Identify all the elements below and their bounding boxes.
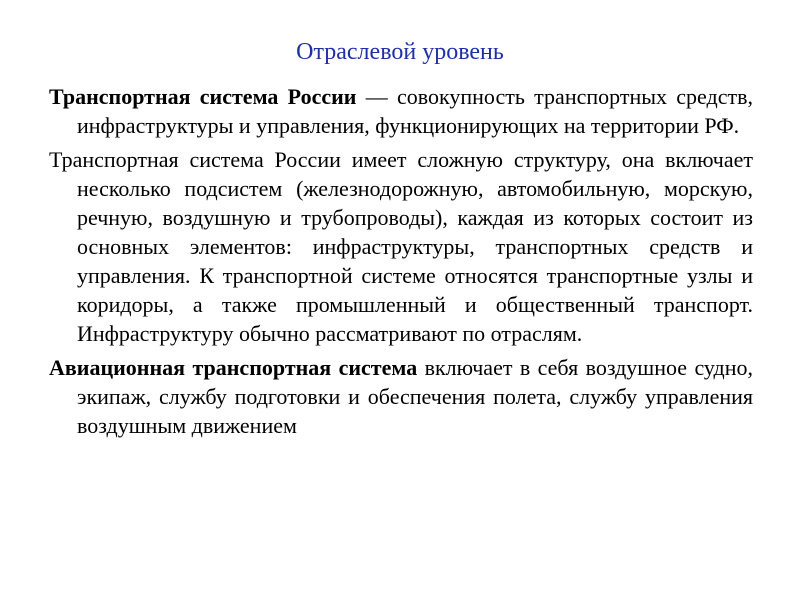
paragraph-transport-system-structure (49, 145, 753, 348)
slide-body (49, 82, 753, 445)
paragraph-transport-system-definition (49, 82, 753, 140)
paragraph-aviation-system (49, 353, 753, 440)
paragraph-text: Транспортная система России имеет сложную структуру, она включает несколько подсистем (железнодорожную, автомобильную, морскую, речную, воздушную и трубопроводы), каждая из которых состоит из основных элементов: инфраструктуры, транспортных средств и управления. К транспортной системе относятся транспортные узлы и коридоры, а также промышленный и общественный транспорт. Инфраструктуру обычно рассматривают по отраслям. (49, 147, 753, 346)
paragraph-text: — совокупность транспортных средств, инфраструктуры и управления, функционирующих на территории РФ. (77, 84, 753, 138)
term-transport-system: Транспортная система России (49, 84, 357, 109)
term-aviation-system: Авиационная транспортная система (49, 355, 418, 380)
slide-title: Отраслевой уровень (296, 39, 504, 65)
paragraph-text: включает в себя воздушное судно, экипаж, службу подготовки и обеспечения полета, службу управления воздушным движением (77, 355, 753, 438)
